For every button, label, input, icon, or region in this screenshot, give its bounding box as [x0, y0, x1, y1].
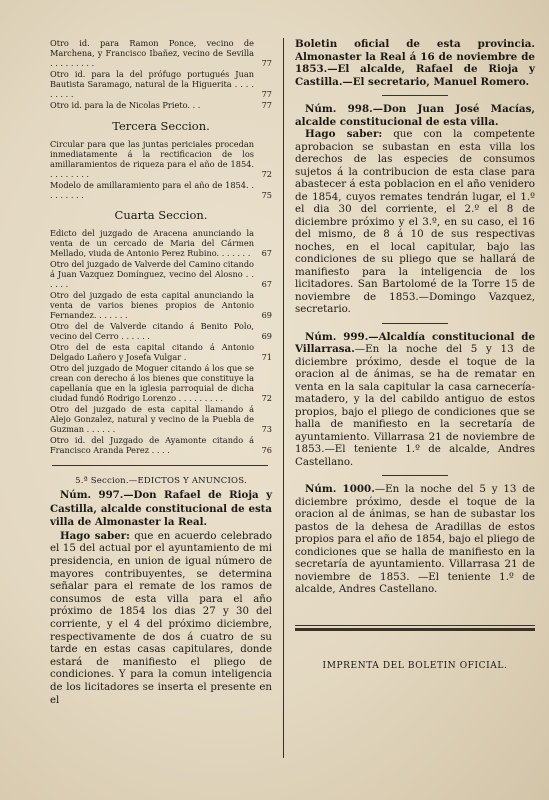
- toc-item-page: 69: [261, 310, 272, 320]
- toc-item-text: Otro id. para la del prófugo portugués Juan Bautista Saramago, natural de la Higuerita . . . . . . . . .: [50, 69, 254, 99]
- toc-tercera-group: [50, 139, 272, 200]
- announcement-1000: [295, 483, 535, 596]
- toc-item-text: Otro del juzgado de Valverde del Camino citando á Juan Vazquez Domínguez, vecino del Alosno . . . . . .: [50, 259, 254, 289]
- announcement-heading: Núm. 999.—Alcaldía constitucional de Villarrasa.: [295, 330, 535, 355]
- toc-item-page: 67: [261, 248, 272, 258]
- toc-item: [50, 342, 272, 362]
- column-divider: [283, 38, 284, 758]
- announcement-body: que con la competente aprobacion se subastan en esta villa los derechos de las especies de consumos sujetos á la contribucion de esta clase para abastecer á esta poblacion en el año venidero de 1854, cuyos remates tendrán lugar, el 1.º el dia 30 del corriente, el 2.º el 8 de diciembre próximo y el 3.º, en su caso, el 16 del mismo, de 8 á 10 de sus respectivas noches, en el local capitular, bajo las condiciones de su pliego que se hallará de manifiesto para la inteligencia de los licitadores. San Bartolomé de la Torre 15 de noviembre de 1853.—Domingo Vazquez, secretario.: [295, 128, 535, 315]
- toc-item-page: 77: [261, 100, 272, 110]
- toc-item-text: Otro del juzgado de Moguer citando á los que se crean con derecho á los bienes que constituye la capellanía que en la iglesia parroquial de dicha ciudad fundó Rodrigo Lorenzo . . . . . . . . .: [50, 363, 254, 403]
- announcement-998: [295, 103, 535, 316]
- toc-item-page: 69: [261, 331, 272, 341]
- toc-item-page: 67: [261, 279, 272, 289]
- section-divider: [52, 465, 268, 466]
- toc-item-text: Otro del de esta capital citando á Antonio Delgado Lañero y Josefa Vulgar .: [50, 342, 254, 362]
- short-divider: [382, 323, 448, 324]
- announcement-997: [50, 489, 272, 707]
- closing-rule: [295, 625, 535, 626]
- toc-item: [50, 363, 272, 403]
- announcement-body: —En la noche del 5 y 13 de diciembre próximo, desde el toque de la oracion al de ánimas, se han de subastar los pastos de la dehesa de Aradillas de estos propios para el año de 1854, bajo el pliego de condiciones que se halla de manifiesto en la secretaría de ayuntamiento. Villarrasa 21 de noviembre de 1853. —El teniente 1.º de alcalde, Andres Castellano.: [295, 483, 535, 595]
- toc-item-page: 73: [261, 424, 272, 434]
- continuation-text: Boletin oficial de esta provincia. Almonaster la Real á 16 de noviembre de 1853.—El alcalde, Rafael de Rioja y Castilla.—El secretario, Manuel Romero.: [295, 38, 535, 88]
- toc-item-page: 76: [261, 445, 272, 455]
- tercera-section-heading: Tercera Seccion.: [112, 119, 210, 133]
- toc-item-text: Otro id. para la de Nicolas Prieto. . .: [50, 100, 201, 110]
- toc-item: [50, 38, 272, 68]
- cuarta-section-heading: Cuarta Seccion.: [114, 208, 208, 222]
- toc-item-text: Otro del de Valverde citando á Benito Polo, vecino del Cerro . . . . . .: [50, 321, 254, 341]
- toc-item: [50, 259, 272, 289]
- toc-item-text: Otro del juzgado de esta capital anunciando la venta de varios bienes propios de Antonio Fernandez. . . . . . .: [50, 290, 254, 320]
- announcement-heading: Núm. 998.—Don Juan José Macías, alcalde constitucional de esta villa.: [295, 103, 535, 128]
- toc-item: [50, 100, 272, 110]
- toc-item: [50, 290, 272, 320]
- toc-item-text: Otro del juzgado de esta capital llamando á Alejo Gonzalez, natural y vecino de la Puebla de Guzman . . . . . .: [50, 404, 254, 434]
- announcement-997-continuation: [295, 38, 535, 88]
- toc-item-text: Modelo de amillaramiento para el año de 1854. . . . . . . . .: [50, 180, 254, 200]
- announcement-lead: Hago saber:: [60, 529, 130, 542]
- toc-item: [50, 180, 272, 200]
- left-column: [50, 38, 272, 707]
- announcement-lead: Hago saber:: [305, 128, 383, 140]
- toc-item-page: 72: [261, 393, 272, 403]
- right-column: [295, 38, 535, 671]
- toc-item-text: Edicto del juzgado de Aracena anunciando la venta de un cercado de Maria del Cármen Mellado, viuda de Antonio Perez Rubino. . . . . . .: [50, 228, 254, 258]
- toc-item-page: 72: [261, 169, 272, 179]
- toc-item: [50, 321, 272, 341]
- quinta-section-heading: 5.ª Seccion.—EDICTOS Y ANUNCIOS.: [75, 476, 247, 486]
- short-divider: [382, 95, 448, 96]
- toc-item-text: Circular para que las juntas periciales procedan inmediatamente á la rectificacion de los amillaramientos de riqueza para el año de 1854. . . . . . . . .: [50, 139, 254, 179]
- toc-item: [50, 69, 272, 99]
- toc-item: [50, 139, 272, 179]
- toc-cuarta-group: [50, 228, 272, 455]
- announcement-heading: Núm. 1000.: [305, 483, 375, 495]
- closing-rules: [295, 625, 535, 631]
- toc-item: [50, 404, 272, 434]
- announcement-999: [295, 331, 535, 469]
- short-divider: [382, 475, 448, 476]
- announcement-heading: Núm. 997.—Don Rafael de Rioja y Castilla, alcalde constitucional de esta villa de Almonaster la Real.: [50, 489, 272, 529]
- toc-top-group: [50, 38, 272, 110]
- announcement-body: —En la noche del 5 y 13 de diciembre próximo, desde el toque de la oracion al de ánimas, se ha de rematar en venta en la sala capitular la casa carnecería-matadero, y la del cabildo antiguo de estos propios, bajo el pliego de condiciones que se halla de manifiesto en la secretaría de ayuntamiento. Villarrasa 21 de noviembre de 1853.—El teniente 1.º de alcalde, Andres Castellano.: [295, 343, 535, 468]
- toc-item: [50, 228, 272, 258]
- toc-item-page: 77: [261, 58, 272, 68]
- toc-item-page: 77: [261, 89, 272, 99]
- closing-rule-thick: [295, 628, 535, 631]
- toc-item-page: 71: [261, 352, 272, 362]
- toc-item-page: 75: [261, 190, 272, 200]
- imprenta-footer: IMPRENTA DEL BOLETIN OFICIAL.: [322, 660, 508, 671]
- toc-item: [50, 435, 272, 455]
- announcement-body: que en acuerdo celebrado el 15 del actual por el ayuntamiento de mi presidencia, en union de igual número de mayores contribuyentes, se determina señalar para el remate de los ramos de consumos de esta villa para el año próximo de 1854 los dias 27 y 30 del corriente, y el 4 del próximo diciembre, respectivamente de dos á cuatro de su tarde en estas casas capitulares, donde estará de manifiesto el pliego de condiciones. Y para la comun inteligencia de los licitadores se inserta el presente en el: [50, 530, 273, 706]
- toc-item-text: Otro id. del Juzgado de Ayamonte citando á Francisco Aranda Perez . . . .: [50, 435, 254, 455]
- toc-item-text: Otro id. para Ramon Ponce, vecino de Marchena, y Francisco Ibañez, vecino de Sevilla . . . . . . . . .: [50, 38, 254, 68]
